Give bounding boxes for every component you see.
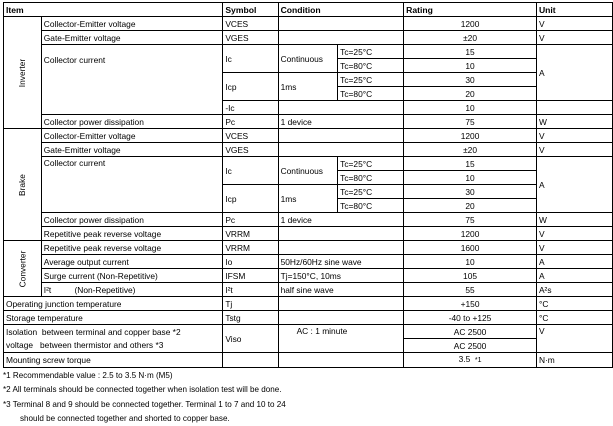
condition-cell: [278, 143, 404, 157]
item-cell: Collector-Emitter voltage: [41, 129, 223, 143]
unit-cell: W: [536, 213, 612, 227]
unit-cell: °C: [536, 311, 612, 325]
rating-cell: 15: [404, 45, 537, 59]
condition-cell: 1ms: [278, 185, 338, 213]
symbol-cell: VRRM: [223, 241, 278, 255]
condition-cell: Tc=80°C: [338, 171, 404, 185]
unit-cell: V: [536, 31, 612, 45]
condition-cell: AC : 1 minute: [278, 325, 404, 353]
item-cell: Collector current: [41, 157, 223, 213]
symbol-cell: [223, 353, 278, 368]
rating-cell: 55: [404, 283, 537, 297]
unit-cell: A: [536, 157, 612, 213]
symbol-cell: I²t: [223, 283, 278, 297]
header-rating: Rating: [404, 3, 537, 17]
item-cell: Collector current: [41, 45, 223, 115]
item-cell: Mounting screw torque: [4, 353, 223, 368]
symbol-cell: VGES: [223, 31, 278, 45]
unit-cell: V: [536, 17, 612, 31]
table-row: [4, 45, 613, 59]
unit-cell: A: [536, 255, 612, 269]
symbol-cell: Icp: [223, 185, 278, 213]
rating-cell: 20: [404, 199, 537, 213]
condition-cell: 1ms: [278, 73, 338, 101]
item-cell: Repetitive peak reverse voltage: [41, 227, 223, 241]
item-cell: Collector power dissipation: [41, 213, 223, 227]
rating-cell: ±20: [404, 31, 537, 45]
footnote: should be connected together and shorted to copper base.: [20, 413, 230, 423]
rating-cell: 30: [404, 185, 537, 199]
rating-cell: 105: [404, 269, 537, 283]
table-row: [4, 31, 613, 45]
footnote: *1 Recommendable value : 2.5 to 3.5 N·m (M5): [3, 371, 173, 380]
symbol-cell: VCES: [223, 129, 278, 143]
item-cell: I²t (Non-Repetitive): [41, 283, 223, 297]
section-label-inverter: Inverter: [4, 17, 42, 129]
symbol-cell: Pc: [223, 115, 278, 129]
item-cell: Gate-Emitter voltage: [41, 31, 223, 45]
rating-cell: 3.5 *1: [404, 353, 537, 368]
table-row: [4, 269, 613, 283]
header-item: Item: [4, 3, 223, 17]
footnotes: [3, 369, 286, 426]
unit-cell: N·m: [536, 353, 612, 368]
symbol-cell: VRRM: [223, 227, 278, 241]
condition-cell: [278, 31, 404, 45]
rating-cell: 10: [404, 255, 537, 269]
item-cell: Average output current: [41, 255, 223, 269]
header-unit: Unit: [536, 3, 612, 17]
item-cell: Collector power dissipation: [41, 115, 223, 129]
unit-cell: °C: [536, 297, 612, 311]
ratings-table: [3, 2, 613, 368]
rating-cell: +150: [404, 297, 537, 311]
condition-cell: [278, 227, 404, 241]
symbol-cell: Ic: [223, 45, 278, 73]
table-row: [4, 325, 613, 339]
unit-cell: V: [536, 325, 612, 353]
condition-cell: Tc=25°C: [338, 45, 404, 59]
symbol-cell: IFSM: [223, 269, 278, 283]
condition-cell: 50Hz/60Hz sine wave: [278, 255, 404, 269]
unit-cell: A: [536, 45, 612, 101]
table-row: [4, 143, 613, 157]
rating-cell: 1600: [404, 241, 537, 255]
symbol-cell: Pc: [223, 213, 278, 227]
condition-cell: [278, 17, 404, 31]
condition-cell: Tc=25°C: [338, 185, 404, 199]
table-row: [4, 227, 613, 241]
table-row: [4, 115, 613, 129]
item-cell: Isolation between terminal and copper base *2: [4, 325, 223, 339]
symbol-cell: VGES: [223, 143, 278, 157]
symbol-cell: Icp: [223, 73, 278, 101]
symbol-cell: Viso: [223, 325, 278, 353]
unit-cell: A²s: [536, 283, 612, 297]
rating-cell: 1200: [404, 129, 537, 143]
condition-cell: Tc=80°C: [338, 87, 404, 101]
table-row: [4, 255, 613, 269]
condition-cell: [278, 353, 404, 368]
condition-cell: Tj=150°C, 10ms: [278, 269, 404, 283]
unit-cell: V: [536, 129, 612, 143]
condition-cell: Tc=80°C: [338, 59, 404, 73]
condition-cell: [278, 297, 404, 311]
condition-cell: Tc=80°C: [338, 199, 404, 213]
unit-cell: V: [536, 241, 612, 255]
rating-cell: AC 2500: [404, 339, 537, 353]
table-row: [4, 17, 613, 31]
symbol-cell: -Ic: [223, 101, 278, 115]
item-cell: Repetitive peak reverse voltage: [41, 241, 223, 255]
rating-cell: ±20: [404, 143, 537, 157]
symbol-cell: Io: [223, 255, 278, 269]
table-row: [4, 213, 613, 227]
rating-cell: 75: [404, 115, 537, 129]
unit-cell: W: [536, 115, 612, 129]
rating-cell: 10: [404, 101, 537, 115]
symbol-cell: VCES: [223, 17, 278, 31]
condition-cell: [278, 101, 404, 115]
item-cell: Operating junction temperature: [4, 297, 223, 311]
rating-cell: 75: [404, 213, 537, 227]
table-header-row: [4, 3, 613, 17]
rating-cell: -40 to +125: [404, 311, 537, 325]
item-cell: Storage temperature: [4, 311, 223, 325]
symbol-cell: Tstg: [223, 311, 278, 325]
rating-cell: 1200: [404, 227, 537, 241]
condition-cell: Tc=25°C: [338, 157, 404, 171]
header-symbol: Symbol: [223, 3, 278, 17]
condition-cell: [278, 241, 404, 255]
symbol-cell: Tj: [223, 297, 278, 311]
symbol-cell: Ic: [223, 157, 278, 185]
footnote: *3 Terminal 8 and 9 should be connected together. Terminal 1 to 7 and 10 to 24: [3, 399, 286, 409]
condition-cell: [278, 129, 404, 143]
condition-cell: 1 device: [278, 115, 404, 129]
item-cell: voltage between thermistor and others *3: [4, 339, 223, 353]
item-cell: Gate-Emitter voltage: [41, 143, 223, 157]
table-row: [4, 283, 613, 297]
footnote: *2 All terminals should be connected together when isolation test will be done.: [3, 385, 282, 395]
table-row: [4, 129, 613, 143]
unit-cell: V: [536, 227, 612, 241]
rating-cell: 10: [404, 59, 537, 73]
rating-cell: 1200: [404, 17, 537, 31]
section-label-converter: Converter: [4, 241, 42, 297]
rating-cell: AC 2500: [404, 325, 537, 339]
rating-cell: 10: [404, 171, 537, 185]
unit-cell: A: [536, 269, 612, 283]
rating-cell: 15: [404, 157, 537, 171]
condition-cell: Tc=25°C: [338, 73, 404, 87]
condition-cell: 1 device: [278, 213, 404, 227]
rating-cell: 20: [404, 87, 537, 101]
unit-cell: [536, 101, 612, 115]
table-row: [4, 311, 613, 325]
header-condition: Condition: [278, 3, 404, 17]
item-cell: Surge current (Non-Repetitive): [41, 269, 223, 283]
condition-cell: Continuous: [278, 45, 338, 73]
condition-cell: [278, 311, 404, 325]
item-cell: Collector-Emitter voltage: [41, 17, 223, 31]
rating-cell: 30: [404, 73, 537, 87]
table-row: [4, 157, 613, 171]
unit-cell: V: [536, 143, 612, 157]
condition-cell: half sine wave: [278, 283, 404, 297]
table-row: [4, 241, 613, 255]
table-row: [4, 353, 613, 368]
table-row: [4, 297, 613, 311]
section-label-brake: Brake: [4, 129, 42, 241]
condition-cell: Continuous: [278, 157, 338, 185]
